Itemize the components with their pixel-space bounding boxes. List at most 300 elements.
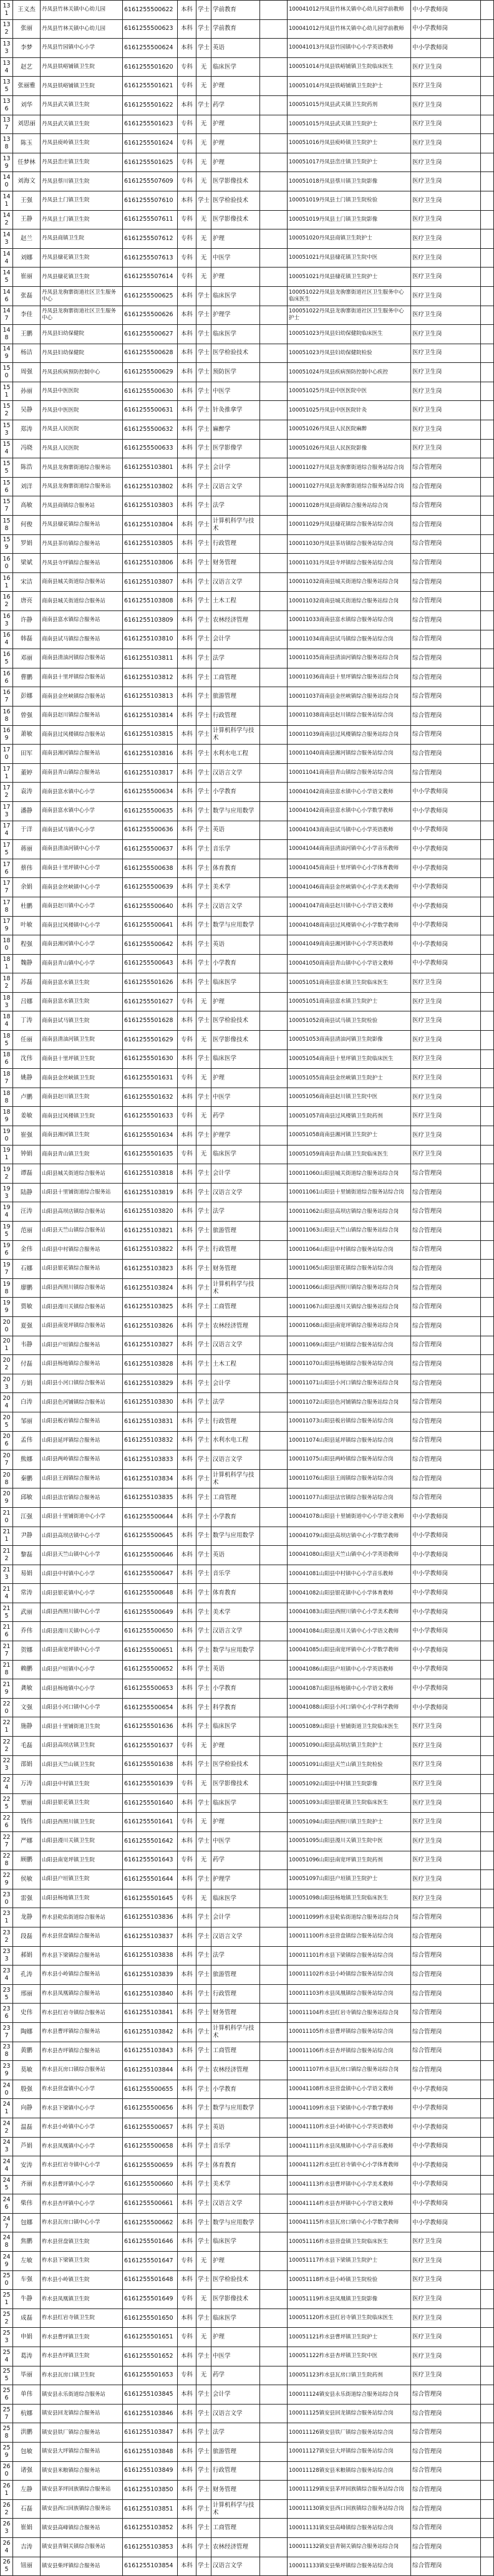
category-cell: 中小学教师岗 — [411, 1527, 481, 1546]
exam-number-cell: 6161255103833 — [123, 1450, 178, 1470]
graduation-date-cell — [260, 95, 288, 115]
unit-cell: 山阳县南宽坪镇卫生院 — [41, 1851, 123, 1870]
graduation-date-cell — [260, 1469, 288, 1488]
major-cell: 法学 — [211, 1202, 260, 1222]
degree-cell: 学士 — [196, 344, 211, 363]
unit-cell: 山阳县高坝店镇卫生院 — [41, 1737, 123, 1756]
position-cell: 100051054商南县十里坪镇卫生院临床医生 — [288, 1049, 411, 1069]
category-cell: 中小学教师岗 — [411, 1565, 481, 1584]
graduation-date-cell — [260, 2137, 288, 2156]
exam-number-cell: 6161255501632 — [123, 1088, 178, 1107]
unit-cell: 柞水县曹坪镇卫生院 — [41, 2328, 123, 2347]
remark-cell — [481, 2099, 494, 2118]
major-cell: 法学 — [211, 1946, 260, 1966]
unit-cell: 丹凤县寺坪镇综合服务站 — [41, 554, 123, 573]
remark-cell — [481, 1145, 494, 1164]
major-cell: 数学与应用数学 — [211, 916, 260, 935]
education-cell: 本科 — [178, 668, 196, 687]
unit-cell: 商南县青山镇中心小学 — [41, 954, 123, 973]
major-cell: 土木工程 — [211, 1355, 260, 1374]
unit-cell: 丹凤县竹园镇中心小学 — [41, 39, 123, 58]
remark-cell — [481, 1069, 494, 1088]
exam-number-cell: 6161255501645 — [123, 1889, 178, 1908]
table-row — [1, 2404, 494, 2423]
unit-cell: 丹凤县武关镇卫生院 — [41, 115, 123, 134]
graduation-date-cell — [260, 2423, 288, 2443]
name-cell: 崔娟 — [13, 2519, 41, 2538]
remark-cell — [481, 1393, 494, 1412]
name-cell: 毛磊 — [13, 1737, 41, 1756]
category-cell: 中小学教师岗 — [411, 2175, 481, 2194]
category-cell: 中小学教师岗 — [411, 39, 481, 58]
unit-cell: 镇安县柴坪镇综合服务站 — [41, 2557, 123, 2576]
unit-cell: 柞水县红岩寺镇综合服务站 — [41, 2004, 123, 2023]
major-cell: 英语 — [211, 821, 260, 840]
exam-number-cell: 6161255501631 — [123, 1069, 178, 1088]
major-cell: 美术学 — [211, 2175, 260, 2194]
education-cell: 本科 — [178, 1908, 196, 1927]
unit-cell: 山阳县户垣镇卫生院 — [41, 1870, 123, 1889]
name-cell: 罗娟 — [13, 534, 41, 554]
category-cell: 综合管理岗 — [411, 725, 481, 745]
name-cell: 付磊 — [13, 1355, 41, 1374]
major-cell: 英语 — [211, 1660, 260, 1679]
graduation-date-cell — [260, 935, 288, 955]
exam-number-cell: 6161255103821 — [123, 1222, 178, 1241]
category-cell: 医疗卫生岗 — [411, 1126, 481, 1146]
degree-cell: 学士 — [196, 1240, 211, 1260]
unit-cell: 镇安县回龙镇综合服务站 — [41, 2404, 123, 2423]
exam-number-cell: 6161255103840 — [123, 1984, 178, 2004]
category-cell: 综合管理岗 — [411, 477, 481, 496]
education-cell: 本科 — [178, 2537, 196, 2557]
education-cell: 本科 — [178, 2099, 196, 2118]
degree-cell: 学士 — [196, 1355, 211, 1374]
remark-cell — [481, 1278, 494, 1298]
unit-cell: 山阳县十里铺街道卫生院 — [41, 1717, 123, 1737]
table-row — [1, 1107, 494, 1126]
table-row — [1, 2156, 494, 2176]
row-number-cell: 253 — [1, 2328, 13, 2347]
exam-number-cell: 6161255501629 — [123, 1031, 178, 1050]
category-cell: 综合管理岗 — [411, 1946, 481, 1966]
unit-cell: 山阳县十里铺街道中心小学 — [41, 1507, 123, 1527]
education-cell: 本科 — [178, 191, 196, 210]
education-cell: 本科 — [178, 1355, 196, 1374]
unit-cell: 山阳县小河口镇中心小学 — [41, 1698, 123, 1717]
table-row — [1, 134, 494, 153]
education-cell: 本科 — [178, 2080, 196, 2099]
graduation-date-cell — [260, 2194, 288, 2214]
degree-cell: 无 — [196, 57, 211, 77]
graduation-date-cell — [260, 592, 288, 611]
remark-cell — [481, 191, 494, 210]
remark-cell — [481, 2252, 494, 2271]
degree-cell: 学士 — [196, 95, 211, 115]
remark-cell — [481, 1775, 494, 1794]
education-cell: 本科 — [178, 1278, 196, 1298]
row-number-cell: 225 — [1, 1793, 13, 1813]
education-cell: 专科 — [178, 2366, 196, 2385]
education-cell: 专科 — [178, 172, 196, 191]
education-cell: 本科 — [178, 496, 196, 516]
graduation-date-cell — [260, 2328, 288, 2347]
position-cell: 100011065山阳县银花镇综合服务站综合岗 — [288, 1260, 411, 1279]
name-cell: 丁涛 — [13, 1011, 41, 1031]
remark-cell — [481, 382, 494, 401]
category-cell: 综合管理岗 — [411, 1240, 481, 1260]
graduation-date-cell — [260, 1660, 288, 1679]
unit-cell: 商南县湘河镇中心小学 — [41, 935, 123, 955]
row-number-cell: 264 — [1, 2537, 13, 2557]
remark-cell — [481, 745, 494, 764]
category-cell: 医疗卫生岗 — [411, 1813, 481, 1832]
exam-number-cell: 6161255501638 — [123, 1755, 178, 1775]
unit-cell: 丹凤县妇幼保健院 — [41, 325, 123, 344]
unit-cell: 柞水县凤凰镇卫生院 — [41, 2290, 123, 2309]
degree-cell: 学士 — [196, 2499, 211, 2519]
education-cell: 本科 — [178, 935, 196, 955]
row-number-cell: 254 — [1, 2347, 13, 2366]
name-cell: 李梦 — [13, 39, 41, 58]
graduation-date-cell — [260, 286, 288, 306]
graduation-date-cell — [260, 1278, 288, 1298]
exam-number-cell: 6161255501635 — [123, 1145, 178, 1164]
major-cell: 水利水电工程 — [211, 745, 260, 764]
exam-number-cell: 6161255507614 — [123, 268, 178, 287]
major-cell: 美术学 — [211, 878, 260, 897]
degree-cell: 学士 — [196, 592, 211, 611]
position-cell: 100051019丹凤县土门镇卫生院影像 — [288, 210, 411, 229]
row-number-cell: 250 — [1, 2270, 13, 2290]
name-cell: 覃丽 — [13, 1793, 41, 1813]
unit-cell: 柞水县乾佑街道综合服务站 — [41, 1908, 123, 1927]
table-row — [1, 1546, 494, 1565]
name-cell: 郝娟 — [13, 1946, 41, 1966]
name-cell: 陆静 — [13, 1183, 41, 1202]
category-cell: 医疗卫生岗 — [411, 2328, 481, 2347]
graduation-date-cell — [260, 496, 288, 516]
remark-cell — [481, 916, 494, 935]
exam-number-cell: 6161255103818 — [123, 1164, 178, 1184]
unit-cell: 山阳县色河铺镇综合服务站 — [41, 1393, 123, 1412]
position-cell: 100011036商南县十里坪镇综合服务站综合岗 — [288, 668, 411, 687]
degree-cell: 学士 — [196, 973, 211, 993]
graduation-date-cell — [260, 1298, 288, 1317]
table-row — [1, 1088, 494, 1107]
degree-cell: 学士 — [196, 2537, 211, 2557]
major-cell: 医学影像学 — [211, 439, 260, 458]
category-cell: 综合管理岗 — [411, 2385, 481, 2405]
name-cell: 蒋丽 — [13, 840, 41, 859]
degree-cell: 学士 — [196, 2118, 211, 2137]
name-cell: 赵艺 — [13, 57, 41, 77]
degree-cell: 无 — [196, 1031, 211, 1050]
education-cell: 本科 — [178, 534, 196, 554]
row-number-cell: 242 — [1, 2118, 13, 2137]
unit-cell: 山阳县中村镇卫生院 — [41, 1775, 123, 1794]
unit-cell: 商南县试马镇中心小学 — [41, 821, 123, 840]
exam-number-cell: 6161255103825 — [123, 1298, 178, 1317]
remark-cell — [481, 496, 494, 516]
position-cell: 100011076山阳县王阎镇综合服务站综合岗 — [288, 1469, 411, 1488]
name-cell: 顾鹏 — [13, 1851, 41, 1870]
major-cell: 会计学 — [211, 458, 260, 478]
exam-number-cell: 6161255103802 — [123, 477, 178, 496]
education-cell: 本科 — [178, 439, 196, 458]
name-cell: 潘静 — [13, 801, 41, 821]
position-cell: 100011072山阳县色河铺镇综合服务站综合岗 — [288, 1393, 411, 1412]
table-row — [1, 1870, 494, 1889]
degree-cell: 无 — [196, 1889, 211, 1908]
degree-cell: 学士 — [196, 2443, 211, 2462]
category-cell: 综合管理岗 — [411, 1202, 481, 1222]
name-cell: 赵兰 — [13, 229, 41, 249]
remark-cell — [481, 1488, 494, 1508]
name-cell: 钱伟 — [13, 1813, 41, 1832]
row-number-cell: 146 — [1, 286, 13, 306]
major-cell: 护理 — [211, 77, 260, 96]
table-row — [1, 1336, 494, 1355]
graduation-date-cell — [260, 2252, 288, 2271]
category-cell: 综合管理岗 — [411, 630, 481, 649]
row-number-cell: 150 — [1, 363, 13, 382]
category-cell: 综合管理岗 — [411, 763, 481, 783]
table-row — [1, 630, 494, 649]
table-row — [1, 191, 494, 210]
degree-cell: 学士 — [196, 477, 211, 496]
education-cell: 本科 — [178, 1584, 196, 1603]
graduation-date-cell — [260, 1336, 288, 1355]
category-cell: 综合管理岗 — [411, 1450, 481, 1470]
degree-cell: 学士 — [196, 935, 211, 955]
graduation-date-cell — [260, 1679, 288, 1699]
degree-cell: 学士 — [196, 1832, 211, 1851]
position-cell: 100011030丹凤县茶坊镇综合服务站综合岗 — [288, 534, 411, 554]
category-cell: 综合管理岗 — [411, 1412, 481, 1431]
category-cell: 医疗卫生岗 — [411, 115, 481, 134]
graduation-date-cell — [260, 687, 288, 707]
graduation-date-cell — [260, 649, 288, 668]
degree-cell: 学士 — [196, 401, 211, 420]
name-cell: 魏静 — [13, 954, 41, 973]
name-cell: 齐丽 — [13, 2175, 41, 2194]
exam-number-cell: 6161255103831 — [123, 1412, 178, 1431]
position-cell: 100041045商南县十里坪镇中心小学体育教师 — [288, 859, 411, 878]
row-number-cell: 190 — [1, 1126, 13, 1146]
unit-cell: 山阳县漫川关镇卫生院 — [41, 1832, 123, 1851]
unit-cell: 丹凤县土门镇卫生院 — [41, 191, 123, 210]
degree-cell: 学士 — [196, 2308, 211, 2328]
exam-number-cell: 6161255103837 — [123, 1927, 178, 1946]
category-cell: 中小学教师岗 — [411, 916, 481, 935]
major-cell: 计算机科学与技术 — [211, 1469, 260, 1488]
row-number-cell: 202 — [1, 1355, 13, 1374]
unit-cell: 柞水县下梁镇卫生院 — [41, 2252, 123, 2271]
major-cell: 工商管理 — [211, 2519, 260, 2538]
unit-cell: 商南县富水镇卫生院 — [41, 973, 123, 993]
exam-number-cell: 6161255507612 — [123, 229, 178, 249]
name-cell: 施静 — [13, 1717, 41, 1737]
degree-cell: 学士 — [196, 439, 211, 458]
exam-number-cell: 6161255103804 — [123, 516, 178, 535]
exam-number-cell: 6161255103843 — [123, 2042, 178, 2061]
major-cell: 财务管理 — [211, 1260, 260, 1279]
name-cell: 包娜 — [13, 2213, 41, 2232]
remark-cell — [481, 649, 494, 668]
graduation-date-cell — [260, 745, 288, 764]
position-cell: 100011041商南县青山镇综合服务站综合岗 — [288, 763, 411, 783]
name-cell: 武丽 — [13, 1603, 41, 1622]
row-number-cell: 263 — [1, 2519, 13, 2538]
exam-number-cell: 6161255103812 — [123, 668, 178, 687]
exam-number-cell: 6161255501646 — [123, 2232, 178, 2252]
degree-cell: 学士 — [196, 2022, 211, 2042]
row-number-cell: 224 — [1, 1775, 13, 1794]
degree-cell: 学士 — [196, 1336, 211, 1355]
position-cell: 100051052商南县试马镇卫生院检验 — [288, 1011, 411, 1031]
table-row — [1, 172, 494, 191]
education-cell: 专科 — [178, 1107, 196, 1126]
education-cell: 专科 — [178, 2290, 196, 2309]
position-cell: 100051023丹凤县妇幼保健院临床医生 — [288, 325, 411, 344]
row-number-cell: 231 — [1, 1908, 13, 1927]
name-cell: 黄鹏 — [13, 2042, 41, 2061]
remark-cell — [481, 821, 494, 840]
major-cell: 护理 — [211, 229, 260, 249]
major-cell: 会计学 — [211, 630, 260, 649]
degree-cell: 学士 — [196, 1908, 211, 1927]
education-cell: 本科 — [178, 859, 196, 878]
table-row — [1, 2022, 494, 2042]
remark-cell — [481, 2004, 494, 2023]
unit-cell: 商南县富水镇综合服务站 — [41, 611, 123, 630]
position-cell: 100051098山阳县杨地镇卫生院临床医生 — [288, 1889, 411, 1908]
graduation-date-cell — [260, 1584, 288, 1603]
education-cell: 专科 — [178, 1069, 196, 1088]
remark-cell — [481, 2519, 494, 2538]
row-number-cell: 210 — [1, 1507, 13, 1527]
category-cell: 综合管理岗 — [411, 1355, 481, 1374]
name-cell: 曹鹏 — [13, 668, 41, 687]
name-cell: 包敏 — [13, 2443, 41, 2462]
unit-cell: 商南县金丝峡镇中心小学 — [41, 878, 123, 897]
name-cell: 孟伟 — [13, 1431, 41, 1450]
row-number-cell: 140 — [1, 172, 13, 191]
remark-cell — [481, 458, 494, 478]
row-number-cell: 187 — [1, 1069, 13, 1088]
education-cell: 本科 — [178, 2042, 196, 2061]
exam-number-cell: 6161255103810 — [123, 630, 178, 649]
unit-cell: 丹凤县龙驹寨街道综合服务站 — [41, 458, 123, 478]
position-cell: 100011103柞水县凤凰镇综合服务站综合岗 — [288, 1984, 411, 2004]
degree-cell: 学士 — [196, 191, 211, 210]
table-row — [1, 1278, 494, 1298]
row-number-cell: 143 — [1, 229, 13, 249]
degree-cell: 学士 — [196, 2423, 211, 2443]
education-cell: 本科 — [178, 706, 196, 725]
position-cell: 100051022丹凤县龙驹寨街道社区卫生服务中心临床医生 — [288, 286, 411, 306]
major-cell: 汉语言文学 — [211, 1183, 260, 1202]
major-cell: 英语 — [211, 2118, 260, 2137]
position-cell: 100011130镇安县西口回族镇综合服务站综合岗 — [288, 2499, 411, 2519]
major-cell: 体育教育 — [211, 859, 260, 878]
category-cell: 综合管理岗 — [411, 1164, 481, 1184]
degree-cell: 学士 — [196, 1374, 211, 1393]
unit-cell: 柞水县曹坪镇中心小学 — [41, 2175, 123, 2194]
major-cell: 法学 — [211, 2423, 260, 2443]
position-cell: 100011035商南县清油河镇综合服务站综合岗 — [288, 649, 411, 668]
category-cell: 综合管理岗 — [411, 516, 481, 535]
position-cell: 100051021丹凤县棣花镇卫生院中医 — [288, 248, 411, 268]
category-cell: 综合管理岗 — [411, 496, 481, 516]
position-cell: 100051018丹凤县蔡川镇卫生院影像 — [288, 172, 411, 191]
unit-cell: 山阳县银花镇综合服务站 — [41, 1260, 123, 1279]
position-cell: 100051120柞水县红岩寺镇卫生院临床医生 — [288, 2308, 411, 2328]
graduation-date-cell — [260, 1088, 288, 1107]
table-row — [1, 649, 494, 668]
degree-cell: 学士 — [196, 572, 211, 592]
unit-cell: 镇安县大坪镇综合服务站 — [41, 2443, 123, 2462]
education-cell: 专科 — [178, 134, 196, 153]
remark-cell — [481, 1565, 494, 1584]
row-number-cell: 208 — [1, 1469, 13, 1488]
education-cell: 本科 — [178, 420, 196, 440]
remark-cell — [481, 2080, 494, 2099]
row-number-cell: 197 — [1, 1260, 13, 1279]
degree-cell: 学士 — [196, 1507, 211, 1527]
table-row — [1, 1202, 494, 1222]
unit-cell: 山阳县西照川镇综合服务站 — [41, 1278, 123, 1298]
category-cell: 医疗卫生岗 — [411, 382, 481, 401]
remark-cell — [481, 477, 494, 496]
degree-cell: 学士 — [196, 39, 211, 58]
exam-number-cell: 6161255501621 — [123, 77, 178, 96]
name-cell: 郑涛 — [13, 420, 41, 440]
remark-cell — [481, 1088, 494, 1107]
degree-cell: 学士 — [196, 1278, 211, 1298]
graduation-date-cell — [260, 878, 288, 897]
remark-cell — [481, 2061, 494, 2080]
category-cell: 中小学教师岗 — [411, 821, 481, 840]
major-cell: 农林经济管理 — [211, 2061, 260, 2080]
name-cell: 常涛 — [13, 1584, 41, 1603]
unit-cell: 柞水县曹坪镇综合服务站 — [41, 2022, 123, 2042]
remark-cell — [481, 706, 494, 725]
degree-cell: 学士 — [196, 1260, 211, 1279]
remark-cell — [481, 420, 494, 440]
category-cell: 中小学教师岗 — [411, 878, 481, 897]
name-cell: 彭娜 — [13, 687, 41, 707]
exam-number-cell: 6161255500632 — [123, 420, 178, 440]
category-cell: 医疗卫生岗 — [411, 286, 481, 306]
exam-number-cell: 6161255507610 — [123, 191, 178, 210]
row-number-cell: 216 — [1, 1622, 13, 1641]
remark-cell — [481, 363, 494, 382]
category-cell: 综合管理岗 — [411, 534, 481, 554]
graduation-date-cell — [260, 382, 288, 401]
degree-cell: 学士 — [196, 2519, 211, 2538]
graduation-date-cell — [260, 1107, 288, 1126]
exam-number-cell: 6161255501643 — [123, 1851, 178, 1870]
row-number-cell: 195 — [1, 1222, 13, 1241]
category-cell: 医疗卫生岗 — [411, 1755, 481, 1775]
name-cell: 崔丽 — [13, 268, 41, 287]
row-number-cell: 145 — [1, 268, 13, 287]
position-cell: 100041044商南县清油河镇中心小学音乐教师 — [288, 840, 411, 859]
position-cell: 100011068山阳县南宽坪镇综合服务站综合岗 — [288, 1316, 411, 1336]
major-cell: 土木工程 — [211, 592, 260, 611]
